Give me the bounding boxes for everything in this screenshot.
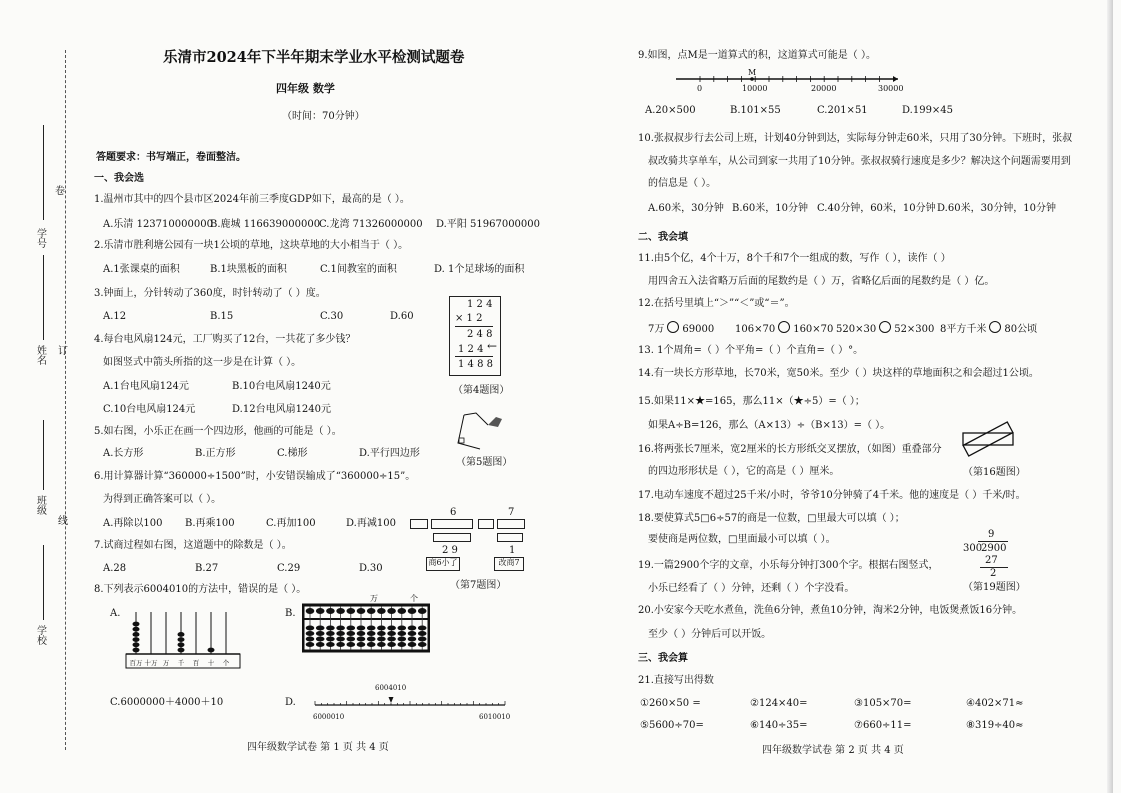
page-edge — [1107, 0, 1113, 793]
q21-item-3: ③105×70= — [854, 698, 912, 709]
fig7-product-box2 — [497, 533, 523, 542]
soroban-bead — [316, 637, 325, 642]
soroban-bead — [387, 626, 396, 631]
abacus-bead — [208, 648, 215, 653]
fig7-one: 1 — [509, 545, 516, 556]
xuexiao-line — [43, 545, 44, 620]
soroban-bead — [336, 626, 345, 631]
q9-option-b: B.101×55 — [730, 105, 781, 116]
soroban-bead — [336, 637, 345, 642]
q10-line1: 10.张叔叔步行去公司上班，计划40分钟到达，实际每分钟走60米，只用了30分钟。下班时，张叔 — [638, 133, 1073, 144]
soroban-bead — [408, 642, 417, 647]
q20-line2: 至少（ ）分钟后可以开饭。 — [648, 629, 772, 640]
abacus-rod-label: 百 — [192, 659, 200, 667]
soroban-bead — [418, 626, 427, 631]
q8d-right-label: 6010010 — [479, 713, 511, 721]
soroban-bead — [367, 637, 376, 642]
soroban-bead — [357, 631, 366, 636]
q12-i1-left: 7万 — [648, 324, 665, 335]
soroban-bead — [316, 608, 325, 614]
q9-tick-30000: 30000 — [878, 84, 904, 93]
fig16-crossed-rectangles — [959, 418, 1019, 458]
q10-option-d: D.60米，30分钟，10分钟 — [937, 203, 1057, 214]
q4-stem: 4.每台电风扇124元，工厂购买了12台，一共花了多少钱？ — [94, 334, 356, 345]
soroban-bead — [387, 631, 396, 636]
margin-juan: 卷 — [52, 185, 64, 195]
q9-tick-0: 0 — [697, 84, 703, 93]
grade-subject: 四年级 数学 — [276, 82, 335, 95]
soroban-bead — [316, 631, 325, 636]
q1-option-a: A.乐清 123710000000 — [103, 219, 213, 230]
q12-stem: 12.在括号里填上“＞”“＜”或“＝”。 — [638, 298, 795, 309]
q4-option-a: A.1台电风扇124元 — [103, 381, 189, 392]
q2-option-a: A.1张课桌的面积 — [103, 264, 180, 275]
soroban-bead — [398, 631, 407, 636]
soroban-bead — [357, 642, 366, 647]
q3-option-c: C.30 — [320, 311, 344, 322]
q12-i2-left: 106×70 — [735, 324, 776, 335]
q8d-left-label: 6000010 — [313, 713, 345, 721]
q8d-top-label: 6004010 — [375, 684, 407, 692]
q2-option-c: C.1间教室的面积 — [320, 264, 397, 275]
fig4-arrow-icon: ← — [487, 339, 498, 353]
soroban-bead — [347, 631, 356, 636]
q1-option-b: B.鹿城 116639000000 — [210, 219, 321, 230]
q6-option-c: C.再加100 — [266, 518, 316, 529]
abacus-rod-label: 百万 — [129, 659, 143, 667]
q14: 14.有一块长方形草地，长70米，宽50米。至少（ ）块这样的草地面积之和会超过1公顷。 — [638, 368, 1039, 379]
soroban-bead — [367, 608, 376, 614]
fig19-quotient: 9 — [988, 529, 995, 540]
q21-item-4: ④402×71≈ — [966, 698, 1024, 709]
q3-option-d: D.60 — [390, 311, 414, 322]
q18-line2: 要使商是两位数，□里面最小可以填（ ）。 — [648, 534, 836, 545]
fig7-seven: 7 — [508, 507, 515, 518]
q10-option-c: C.40分钟，60米，10分钟 — [817, 203, 936, 214]
abacus-bead — [133, 642, 140, 647]
fig7-divisor-box2 — [478, 519, 494, 529]
q1-option-c: C.龙湾 71326000000 — [319, 219, 423, 230]
soroban-bead — [418, 637, 427, 642]
q9-tick-20000: 20000 — [811, 84, 837, 93]
exam-title: 乐清市2024年下半年期末学业水平检测试题卷 — [163, 49, 465, 66]
q7-option-b: B.27 — [195, 563, 219, 574]
fig4-row2: × 1 2 — [455, 313, 483, 324]
q12-i3-right: 52×300 — [894, 324, 935, 335]
q10-line3: 的信息是（ ）。 — [648, 178, 717, 189]
q5-stem: 5.如右图，小乐正在画一个四边形，他画的可能是（ ）。 — [94, 426, 342, 437]
requirements: 答题要求：书写端正，卷面整洁。 — [96, 152, 246, 163]
q8-option-a: A. — [110, 608, 121, 619]
exam-time: （时间：70分钟） — [282, 111, 365, 122]
abacus-bead — [133, 648, 140, 653]
fig7-caption: （第7题图） — [450, 580, 507, 591]
abacus-rod-label: 个 — [222, 659, 230, 667]
q12-i2-answer-circle[interactable] — [778, 321, 790, 333]
soroban-bead — [418, 631, 427, 636]
q12-i4-answer-circle[interactable] — [989, 321, 1001, 333]
q6-stem2: 为得到正确答案可以（ ）。 — [103, 494, 222, 505]
q6-stem: 6.用计算器计算“360000÷1500”时，小安错误输成了“360000÷15”。 — [94, 471, 416, 482]
soroban-bead — [418, 642, 427, 647]
fig7-divisor-box1 — [410, 519, 428, 529]
soroban-bead — [367, 626, 376, 631]
q5-option-b: B.正方形 — [195, 448, 236, 459]
soroban-bead — [377, 637, 386, 642]
abacus-rod-label: 十万 — [144, 659, 158, 667]
q12-item4 — [940, 321, 1037, 336]
q9-option-d: D.199×45 — [902, 105, 954, 116]
soroban-bead — [347, 637, 356, 642]
soroban-bead — [398, 608, 407, 614]
soroban-bead — [326, 631, 335, 636]
q6-option-d: D.再减100 — [346, 518, 396, 529]
fig7-tag2: 改商7 — [494, 557, 524, 571]
q21-item-2: ②124×40= — [750, 698, 808, 709]
q12-item3 — [836, 321, 934, 336]
soroban-bead — [316, 642, 325, 647]
soroban-bead — [306, 642, 315, 647]
margin-xian: 线 — [55, 515, 67, 525]
numline9-point-m — [750, 77, 754, 81]
q4-option-b: B.10台电风扇1240元 — [232, 381, 331, 392]
q11-line2: 用四舍五入法省略万后面的尾数约是（ ）万，省略亿后面的尾数约是（ ）亿。 — [648, 276, 995, 287]
q12-i1-right: 69000 — [682, 324, 715, 335]
fig4-row1: 1 2 4 — [467, 299, 493, 310]
soroban-bead — [326, 637, 335, 642]
soroban-bead — [387, 637, 396, 642]
soroban-bead — [336, 642, 345, 647]
q8-option-b: B. — [285, 608, 296, 619]
q12-i2-right: 160×70 — [793, 324, 834, 335]
q7-option-c: C.29 — [277, 563, 301, 574]
q5-option-d: D.平行四边形 — [359, 448, 420, 459]
xuehao-line — [43, 125, 44, 220]
soroban-bead — [367, 631, 376, 636]
soroban-bead — [336, 631, 345, 636]
binding-line — [65, 50, 66, 750]
q1-stem: 1.温州市其中的四个县市区2024年前三季度GDP如下，最高的是（ ）。 — [94, 194, 410, 205]
banji-line — [43, 420, 44, 490]
soroban-bead — [306, 637, 315, 642]
margin-xuehao: 学号 — [34, 228, 46, 248]
fig19-remainder: 2 — [990, 568, 997, 579]
q11-line1: 11.由5个亿，4个十万，8个千和7个一组成的数，写作（ ），读作（ ） — [638, 253, 951, 264]
q4-stem2: 如图竖式中箭头所指的这一步是在计算（ ）。 — [103, 357, 302, 368]
q2-option-d: D. 1个足球场的面积 — [434, 264, 525, 275]
fig16-caption: （第16题图） — [963, 467, 1026, 478]
q8b-ge-label: 个 — [410, 594, 418, 603]
q9-option-a: A.20×500 — [645, 105, 696, 116]
soroban-bead — [336, 608, 345, 614]
soroban-bead — [326, 626, 335, 631]
soroban-bead — [377, 642, 386, 647]
soroban-bead — [377, 631, 386, 636]
fig4-rule2 — [455, 356, 493, 357]
q5-option-a: A.长方形 — [103, 448, 144, 459]
q8b-wan-label: 万 — [370, 594, 378, 603]
q8-stem: 8.下列表示6004010的方法中，错误的是（ ）。 — [94, 584, 307, 595]
q9-stem: 9.如图，点M是一道算式的积，这道算式可能是（ ）。 — [638, 50, 876, 61]
abacus-rod-label: 千 — [177, 659, 185, 667]
fig4-row3: 2 4 8 — [467, 329, 493, 340]
q12-i4-right: 80公顷 — [1004, 324, 1038, 335]
q4-option-c: C.10台电风扇124元 — [103, 404, 196, 415]
soroban-bead — [387, 642, 396, 647]
abacus-bead — [133, 627, 140, 632]
margin-xuexiao: 学校 — [34, 625, 46, 645]
soroban-bead — [387, 608, 396, 614]
fig7-tag1: 商6小了 — [426, 557, 460, 571]
footer-page2: 四年级数学试卷 第 2 页 共 4 页 — [762, 745, 904, 756]
q8b-soroban — [302, 603, 430, 653]
margin-banji: 班级 — [34, 495, 46, 515]
soroban-bead — [357, 637, 366, 642]
q2-option-b: B.1块黑板的面积 — [210, 264, 287, 275]
q21-item-7: ⑦660÷11= — [854, 720, 912, 731]
soroban-bead — [306, 608, 315, 614]
abacus-bead — [178, 642, 185, 647]
margin-xingming: 姓名 — [34, 345, 46, 365]
abacus-bead — [133, 637, 140, 642]
abacus-bead — [133, 622, 140, 627]
fig5-quadrilateral-drawing — [450, 403, 510, 453]
q21-item-5: ⑤5600÷70= — [640, 720, 704, 731]
fig7-six: 6 — [450, 507, 457, 518]
q12-i1-answer-circle[interactable] — [667, 321, 679, 333]
q7-option-a: A.28 — [103, 563, 127, 574]
abacus-rod-label: 万 — [162, 659, 170, 667]
section-fill: 二、我会填 — [638, 232, 688, 243]
q12-item1 — [648, 321, 714, 336]
q18-line1: 18.要使算式5□6÷57的商是一位数，□里最大可以填（ ）； — [638, 513, 905, 524]
fig19-dividend: 2900 — [981, 543, 1007, 554]
fig7-29: 2 9 — [442, 545, 458, 556]
fig19-bracket-top — [978, 541, 1008, 542]
q12-i4-left: 8平方千米 — [940, 324, 987, 335]
soroban-bead — [398, 626, 407, 631]
abacus-bead — [133, 632, 140, 637]
soroban-bead — [377, 626, 386, 631]
footer-page1: 四年级数学试卷 第 1 页 共 4 页 — [247, 742, 389, 753]
soroban-bead — [347, 626, 356, 631]
fig7-dividend-box1 — [431, 519, 473, 529]
q16-line1: 16.将两张长7厘米，宽2厘米的长方形纸交叉摆放，（如图）重叠部分 — [638, 444, 942, 455]
q21-item-8: ⑧319÷40≈ — [966, 720, 1024, 731]
soroban-bead — [398, 642, 407, 647]
section-calc: 三、我会算 — [638, 653, 688, 664]
fig5-caption: （第5题图） — [456, 457, 513, 468]
soroban-bead — [408, 608, 417, 614]
abacus-bead — [178, 632, 185, 637]
fig7-dividend-box2 — [497, 519, 525, 529]
q10-line2: 叔改骑共享单车，从公司到家一共用了10分钟。张叔叔骑行速度是多少？解决这个问题需要用到 — [648, 156, 1071, 167]
q5-option-c: C.梯形 — [277, 448, 308, 459]
soroban-bead — [316, 626, 325, 631]
q8a-abacus — [124, 608, 242, 670]
soroban-bead — [357, 626, 366, 631]
fig19-caption: （第19题图） — [963, 582, 1026, 593]
q12-i3-left: 520×30 — [836, 324, 877, 335]
soroban-bead — [326, 608, 335, 614]
q19-line1: 19.一篇2900个字的文章，小乐每分钟打300个字。根据右图竖式， — [638, 560, 939, 571]
section-choice: 一、我会选 — [94, 173, 144, 184]
q3-option-a: A.12 — [103, 311, 127, 322]
soroban-bead — [408, 631, 417, 636]
abacus-bead — [178, 637, 185, 642]
q15-line1: 15.如果11×★=165，那么11×（★÷5）=（ ）； — [638, 396, 865, 407]
numline-marker — [389, 697, 394, 703]
q21-stem: 21.直接写出得数 — [638, 675, 714, 686]
fig4-rule1 — [455, 326, 493, 327]
q19-line2: 小乐已经看了（ ）分钟，还剩（ ）个字没看。 — [648, 583, 855, 594]
fig4-row5: 1 4 8 8 — [458, 359, 493, 370]
q21-item-1: ①260×50 = — [640, 698, 701, 709]
q2-stem: 2.乐清市胜利塘公园有一块1公顷的草地，这块草地的大小相当于（ ）。 — [94, 240, 409, 251]
fig7-product-box1 — [433, 533, 471, 542]
soroban-bead — [347, 608, 356, 614]
q17: 17.电动车速度不超过25千米/小时，爷爷10分钟骑了4千米。他的速度是（ ）千米/时。 — [638, 490, 1026, 501]
soroban-bead — [306, 631, 315, 636]
fig4-caption: （第4题图） — [453, 385, 510, 396]
soroban-bead — [408, 637, 417, 642]
q1-option-d: D.平阳 51967000000 — [436, 219, 541, 230]
fig19-divisor: 300 — [963, 543, 983, 554]
margin-ding: 订 — [55, 345, 67, 355]
q13: 13. 1个周角=（ ）个平角=（ ）个直角=（ ）°。 — [638, 345, 864, 356]
q16-line2: 的四边形形状是（ ），它的高是（ ）厘米。 — [648, 466, 840, 477]
abacus-rod-label: 十 — [207, 659, 215, 667]
soroban-bead — [347, 642, 356, 647]
soroban-bead — [306, 626, 315, 631]
q6-option-a: A.再除以100 — [103, 518, 163, 529]
q8-option-d: D. — [285, 697, 296, 708]
q12-i3-answer-circle[interactable] — [879, 321, 891, 333]
q8d-number-line — [310, 691, 515, 713]
q20-line1: 20.小安家今天吃水煮鱼，洗鱼6分钟，煮鱼10分钟，淘米2分钟，电饭煲煮饭16分钟。 — [638, 605, 1023, 616]
q21-item-6: ⑥140÷35= — [750, 720, 808, 731]
abacus-bead — [178, 648, 185, 653]
q7-option-d: D.30 — [359, 563, 383, 574]
q9-option-c: C.201×51 — [817, 105, 868, 116]
soroban-bead — [418, 608, 427, 614]
q15-line2: 如果A÷B=126，那么（A×13）÷（B×13）=（ ）。 — [648, 420, 891, 431]
q8-option-c: C.6000000＋4000＋10 — [110, 697, 224, 708]
q9-point-m: M — [748, 68, 757, 77]
soroban-bead — [377, 608, 386, 614]
q9-tick-10000: 10000 — [742, 84, 768, 93]
soroban-bead — [357, 608, 366, 614]
q12-item2 — [735, 321, 833, 336]
q10-option-a: A.60米，30分钟 — [648, 203, 724, 214]
q3-option-b: B.15 — [210, 311, 234, 322]
soroban-bead — [398, 637, 407, 642]
q6-option-b: B.再乘100 — [185, 518, 235, 529]
soroban-bead — [326, 642, 335, 647]
q3-stem: 3.钟面上，分针转动了360度，时针转动了（ ）度。 — [94, 288, 326, 299]
q9-number-line — [672, 73, 902, 85]
xingming-line — [43, 255, 44, 340]
page-2 — [562, 0, 1121, 793]
q7-stem: 7.试商过程如右图，这道题中的除数是（ ）。 — [94, 540, 292, 551]
fig19-subtract: 27 — [985, 555, 998, 566]
q10-option-b: B.60米，10分钟 — [732, 203, 808, 214]
q4-option-d: D.12台电风扇1240元 — [232, 404, 332, 415]
soroban-bead — [408, 626, 417, 631]
soroban-bead — [367, 642, 376, 647]
fig4-row4: 1 2 4 — [458, 344, 484, 355]
